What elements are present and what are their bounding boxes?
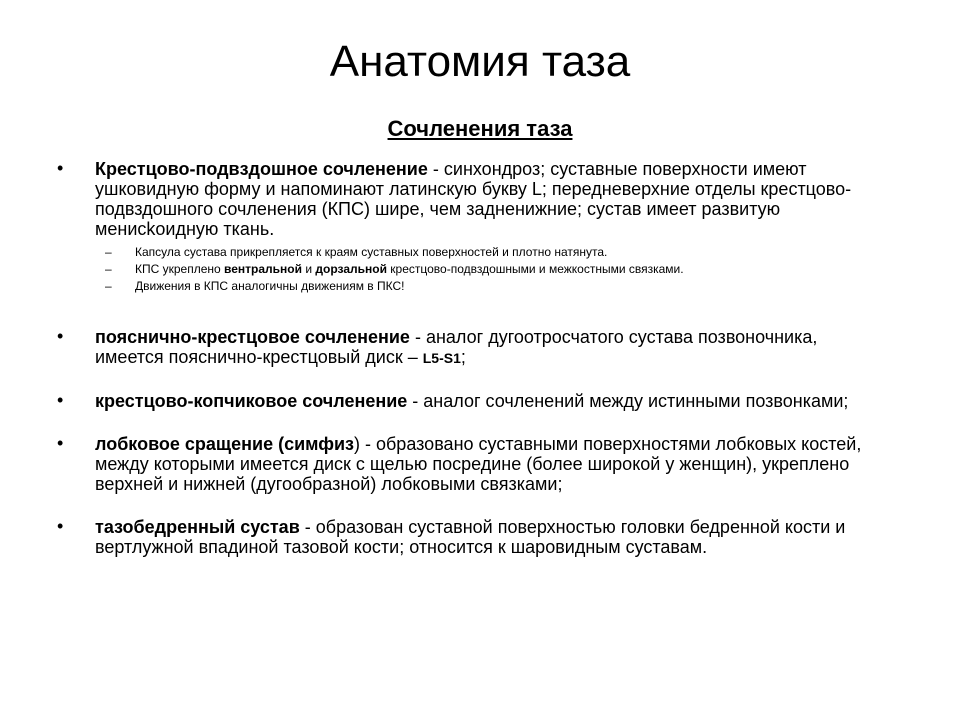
description-sacroiliac: - синхондроз; суставные поверхности имеют ушковидную форму и напоминают латинскую букву L; передневерхние отделы крестцово-подвздошного сочленения (КПС) шире, чем задненижние; сустав имеет развитую менисkоидную ткань. (95, 159, 852, 239)
sub-item-capsule (95, 244, 885, 261)
sub-item-text: Капсула сустава прикрепляется к краям суставных поверхностей и плотно натянута. (135, 245, 608, 259)
sub-list-sacroiliac (95, 244, 885, 295)
bullet-list (55, 159, 885, 557)
sub-item-text-post: крестцово-подвздошными и межкостными связками. (386, 262, 684, 276)
description-symphysis: ) - образовано суставными поверхностями лобковых костей, между которыми имеется диск с щелью посредине (более широкой у женщин), укреплено верхней и нижней (дугообразной) лобковыми связками; (95, 434, 862, 494)
slide-title: Анатомия таза (329, 37, 631, 86)
term-lumbosacral: пояснично-крестцовое сочленение (95, 327, 410, 347)
bullet-icon: • (57, 390, 64, 410)
list-item-symphysis (55, 434, 885, 494)
description-lumbosacral-end: ; (460, 347, 466, 367)
dash-icon: – (105, 245, 112, 259)
list-item-hip-joint (55, 517, 885, 557)
sub-item-bold-dorsal: дорзальной (315, 262, 387, 276)
description-lumbosacral: - аналог дугоотросчатого сустава позвоночника, имеется пояснично-крестцовый диск – (95, 327, 818, 367)
term-sacroiliac: Крестцово-подвздошное сочленение (95, 159, 428, 179)
sub-item-text-mid: и (302, 262, 316, 276)
dash-icon: – (105, 262, 112, 276)
sub-item-bold-ventral: вентральной (224, 262, 303, 276)
sub-item-ligaments (95, 261, 885, 278)
sub-item-text: Движения в КПС аналогичны движениям в ПКС! (135, 279, 405, 293)
bullet-icon: • (57, 433, 64, 453)
sub-item-text-pre: КПС укреплено (135, 262, 225, 276)
list-item-sacroiliac (55, 159, 885, 295)
description-sacrococcygeal: - аналог сочленений между истинными позвонками; (407, 391, 849, 411)
sub-item-movements (95, 278, 885, 295)
bullet-icon: • (57, 158, 64, 178)
list-item-lumbosacral (55, 327, 885, 368)
disc-label-l5s1: L5-S1 (422, 350, 461, 366)
dash-icon: – (105, 279, 112, 293)
term-symphysis: лобковое сращение (симфиз (95, 434, 354, 454)
list-item-sacrococcygeal (55, 391, 885, 411)
slide-subtitle: Сочленения таза (387, 116, 573, 141)
bullet-icon: • (57, 326, 64, 346)
description-hip-joint: - образован суставной поверхностью головки бедренной кости и вертлужной впадиной тазовой кости; относится к шаровидным суставам. (95, 517, 846, 557)
term-hip-joint: тазобедренный сустав (95, 517, 300, 537)
term-sacrococcygeal: крестцово-копчиковое сочленение (95, 391, 408, 411)
bullet-icon: • (57, 516, 64, 536)
